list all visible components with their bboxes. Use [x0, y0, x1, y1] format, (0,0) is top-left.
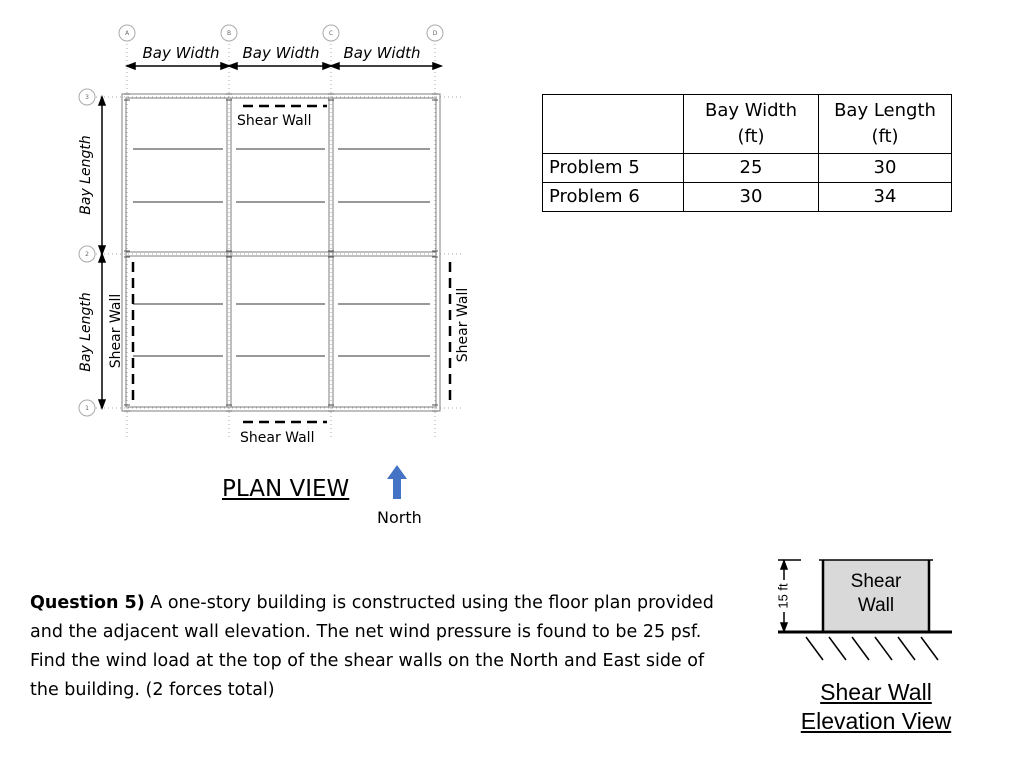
- shear-walls: [133, 106, 450, 422]
- bay-width-label-3: Bay Width: [343, 44, 421, 62]
- girders: [126, 98, 436, 407]
- table-header-bay-width: Bay Width (ft): [684, 95, 819, 154]
- bay-width-label-2: Bay Width: [242, 44, 320, 62]
- question-body: A one-story building is constructed using the floor plan provided and the adjacent wall elevation. The net wind pressure is found to be 25 psf. Find the wind load at the top of the shear walls on the North and East side of the building. (2 forces total): [30, 593, 714, 700]
- height-label: 15 ft: [775, 583, 791, 609]
- table-row: [543, 183, 952, 212]
- question-label: Question 5): [30, 593, 145, 613]
- table-cell-bay-length: 34: [819, 183, 952, 212]
- grid-label-2: 2: [85, 251, 89, 258]
- table-header-blank: [543, 95, 684, 154]
- grid-label-b: B: [226, 30, 232, 37]
- table-cell-bay-width: 25: [684, 154, 819, 183]
- table-cell-bay-width: 30: [684, 183, 819, 212]
- elevation-title-line2: Elevation View: [800, 708, 952, 734]
- grid-label-1: 1: [85, 405, 89, 412]
- bay-width-label-1: Bay Width: [142, 44, 220, 62]
- elevation-view-drawing: [772, 560, 952, 660]
- grid-label-d: D: [432, 30, 438, 37]
- grid-label-3: 3: [85, 94, 89, 101]
- shear-wall-east-label: Shear Wall: [455, 287, 471, 363]
- ground-hatch: [806, 637, 938, 660]
- elevation-wall-label-1: Shear: [850, 571, 902, 592]
- plan-view-title: PLAN VIEW: [222, 476, 350, 502]
- bay-length-label-1: Bay Length: [78, 135, 94, 215]
- grid-bubbles: [79, 25, 443, 416]
- table-cell-label: Problem 6: [543, 183, 684, 212]
- bay-length-dimension: [99, 97, 105, 408]
- grid-label-a: A: [124, 30, 130, 37]
- shear-wall-south-label: Shear Wall: [240, 430, 315, 446]
- elevation-view-title: [788, 678, 964, 736]
- shear-wall-west-label: Shear Wall: [108, 293, 124, 369]
- problem-table: [542, 94, 952, 212]
- table-row: [543, 154, 952, 183]
- table-cell-label: Problem 5: [543, 154, 684, 183]
- grid-label-c: C: [328, 30, 334, 37]
- bay-width-dimension: [127, 63, 441, 69]
- north-label: North: [377, 508, 422, 527]
- shear-wall-north-label: Shear Wall: [237, 113, 312, 129]
- elevation-title-line1: Shear Wall: [820, 679, 932, 705]
- north-arrow-icon: [387, 465, 407, 499]
- table-header-row: [543, 95, 952, 154]
- grid-extension-lines: [92, 40, 462, 440]
- elevation-wall-label-2: Wall: [857, 595, 895, 616]
- table-header-bay-length: Bay Length (ft): [819, 95, 952, 154]
- bay-length-label-2: Bay Length: [78, 292, 94, 372]
- question-text: [30, 589, 720, 705]
- table-cell-bay-length: 30: [819, 154, 952, 183]
